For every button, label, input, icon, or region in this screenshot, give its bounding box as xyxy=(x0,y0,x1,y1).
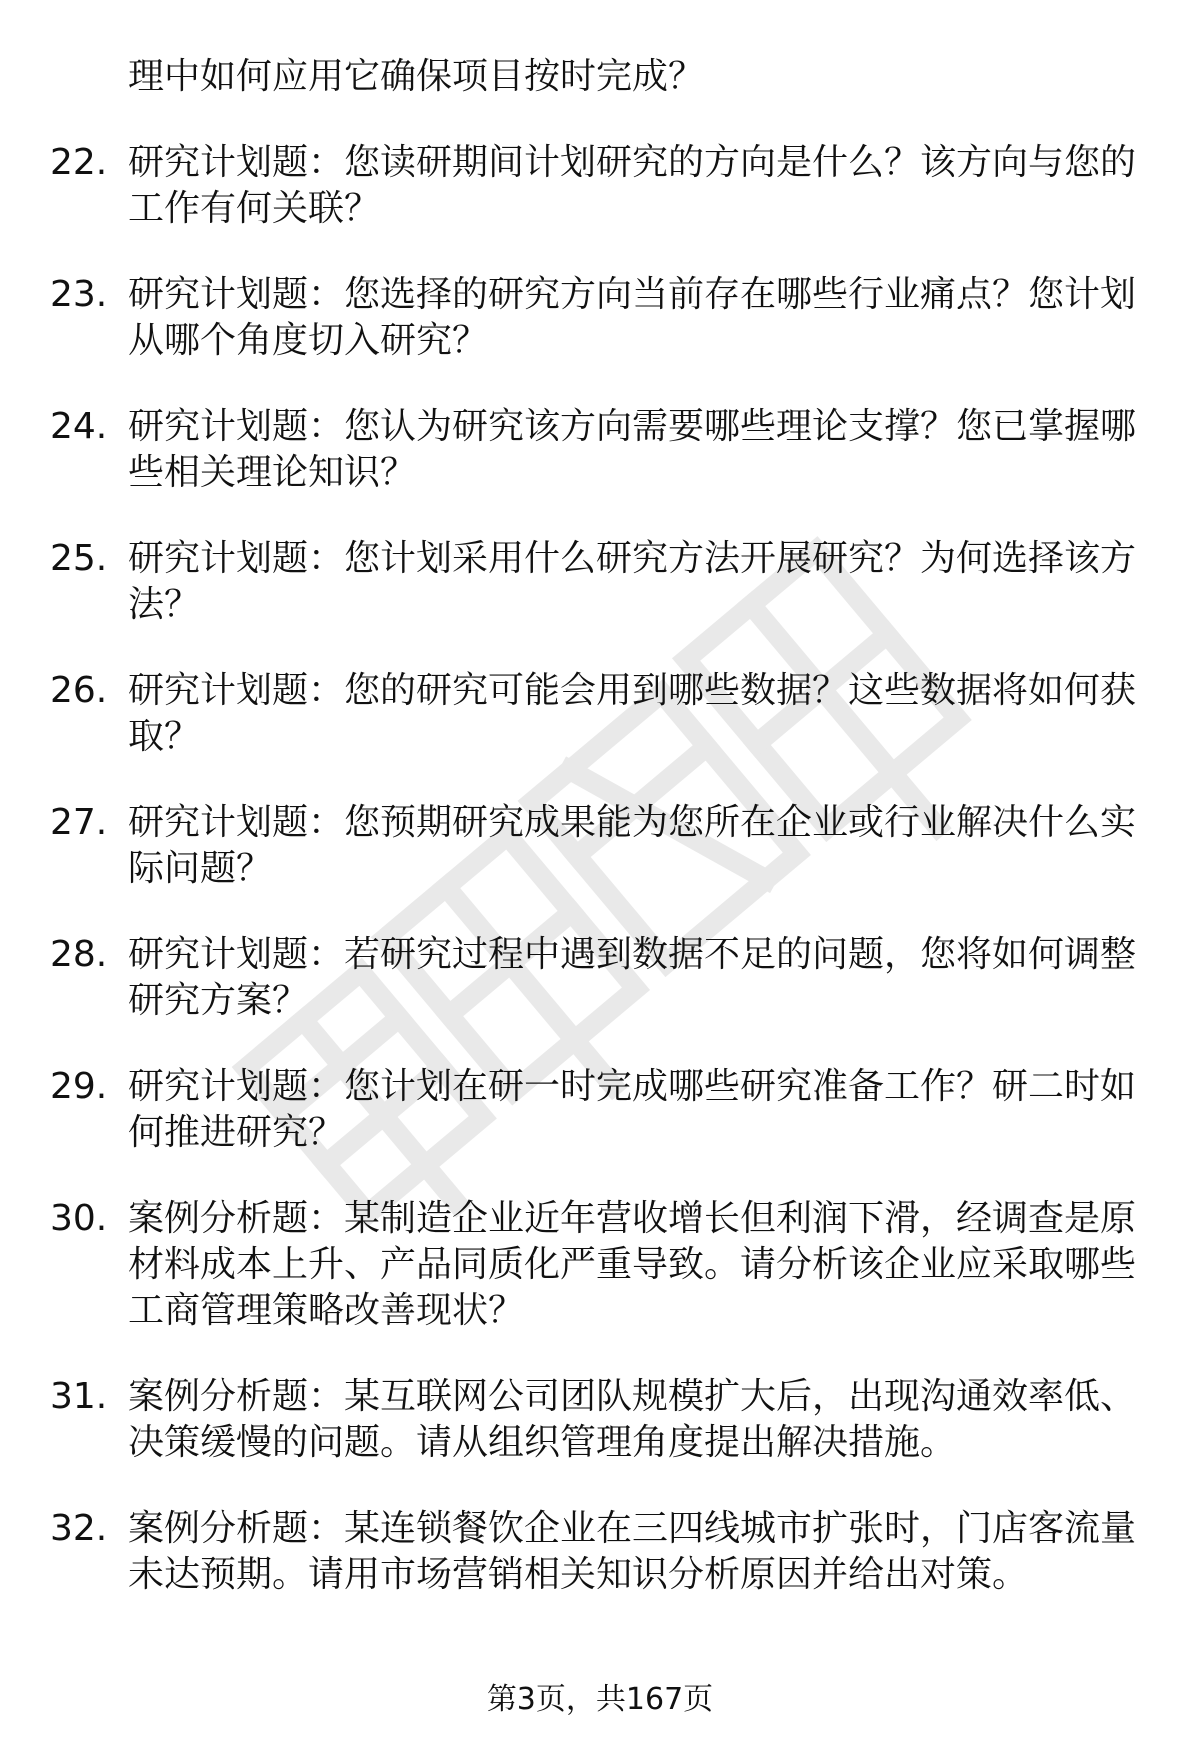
list-item xyxy=(0,404,1200,496)
question-number: 25. xyxy=(50,538,108,579)
list-item xyxy=(0,932,1200,1024)
question-text: 研究计划题：您预期研究成果能为您所在企业或行业解决什么实际问题？ xyxy=(128,802,1137,889)
question-number: 23. xyxy=(50,274,108,315)
question-text: 研究计划题：您选择的研究方向当前存在哪些行业痛点？您计划从哪个角度切入研究？ xyxy=(128,274,1137,361)
question-number: 28. xyxy=(50,934,108,975)
question-text: 研究计划题：您计划在研一时完成哪些研究准备工作？研二时如何推进研究？ xyxy=(128,1066,1137,1153)
list-item xyxy=(0,536,1200,628)
question-number: 29. xyxy=(50,1066,108,1107)
page-footer: 第3页，共167页 xyxy=(486,1682,714,1717)
list-item xyxy=(0,800,1200,892)
question-text: 案例分析题：某制造企业近年营收增长但利润下滑，经调查是原材料成本上升、产品同质化严重导致。请分析该企业应采取哪些工商管理策略改善现状？ xyxy=(128,1198,1137,1331)
list-item xyxy=(0,668,1200,760)
question-text: 研究计划题：您计划采用什么研究方法开展研究？为何选择该方法？ xyxy=(128,538,1137,625)
list-item xyxy=(0,1196,1200,1334)
question-number: 24. xyxy=(50,406,108,447)
question-number: 26. xyxy=(50,670,108,711)
list-item xyxy=(0,140,1200,232)
question-text: 研究计划题：您读研期间计划研究的方向是什么？该方向与您的工作有何关联？ xyxy=(128,142,1137,229)
list-item xyxy=(0,1064,1200,1156)
list-item xyxy=(0,272,1200,364)
question-text: 理中如何应用它确保项目按时完成？ xyxy=(128,56,705,97)
question-number: 32. xyxy=(50,1508,108,1549)
question-text: 案例分析题：某连锁餐饮企业在三四线城市扩张时，门店客流量未达预期。请用市场营销相关知识分析原因并给出对策。 xyxy=(128,1508,1137,1595)
question-number: 30. xyxy=(50,1198,108,1239)
question-number: 22. xyxy=(50,142,108,183)
question-text: 研究计划题：您认为研究该方向需要哪些理论支撑？您已掌握哪些相关理论知识？ xyxy=(128,406,1137,493)
question-list xyxy=(0,54,1200,1638)
question-number: 31. xyxy=(50,1376,108,1417)
question-number: 27. xyxy=(50,802,108,843)
list-item xyxy=(0,1506,1200,1598)
list-item-continuation xyxy=(0,54,1200,100)
question-text: 研究计划题：您的研究可能会用到哪些数据？这些数据将如何获取？ xyxy=(128,670,1137,757)
list-item xyxy=(0,1374,1200,1466)
question-text: 研究计划题：若研究过程中遇到数据不足的问题，您将如何调整研究方案？ xyxy=(128,934,1137,1021)
question-text: 案例分析题：某互联网公司团队规模扩大后，出现沟通效率低、决策缓慢的问题。请从组织管理角度提出解决措施。 xyxy=(128,1376,1137,1463)
